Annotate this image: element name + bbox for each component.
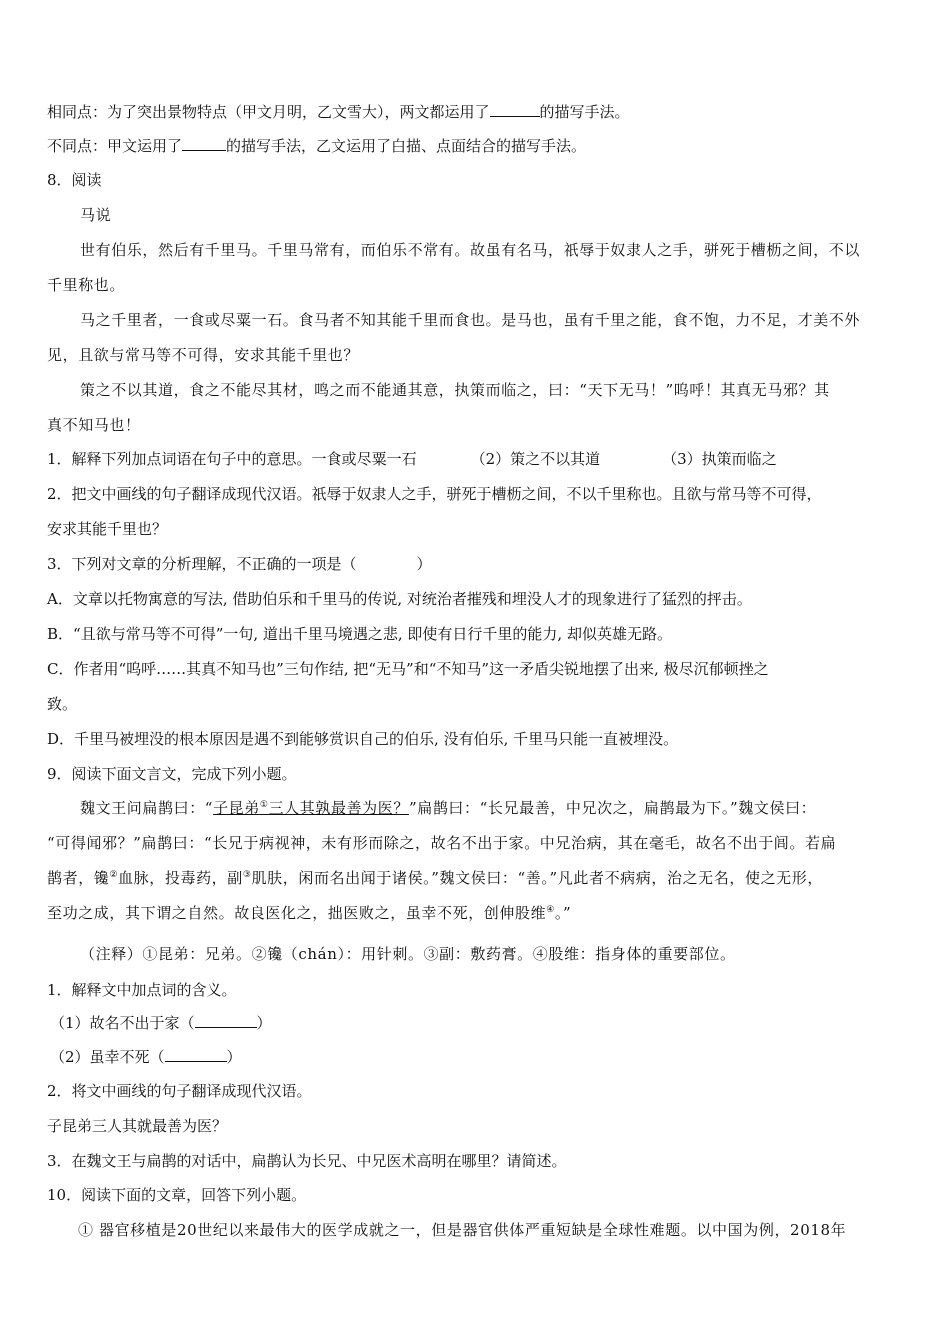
fill-blank[interactable] (182, 136, 226, 151)
q8-passage-title: 马说 (80, 206, 112, 224)
q8-option-d[interactable]: D．千里马被埋没的根本原因是遇不到能够赏识自己的伯乐, 没有伯乐, 千里马只能一直被埋没。 (47, 730, 679, 748)
q7-diff-point: 不同点：甲文运用了 的描写手法，乙文运用了白描、点面结合的描写手法。 (47, 137, 587, 155)
q9-passage-line4: 至功之成，其下谓之自然。故良医化之，拙医败之，虽幸不死，创伸股维④。” (47, 904, 572, 922)
q8-passage-p1-line2: 千里称也。 (47, 276, 126, 294)
q9-subquestion-3: 3．在魏文王与扁鹊的对话中，扁鹊认为长兄、中兄医术高明在哪里？请简述。 (47, 1152, 567, 1170)
q9-subquestion-2-sentence: 子昆弟三人其就最善为医？ (47, 1117, 228, 1135)
fill-blank[interactable] (165, 1047, 227, 1062)
q9-passage-line2: “可得闻邪？”扁鹊曰：“长兄于病视神，未有形而除之，故名不出于家。中兄治病，其在毫毛，故名不出于闾。若扁 (47, 834, 837, 852)
q9-subquestion-2: 2．将文中画线的句子翻译成现代汉语。 (47, 1082, 312, 1100)
q8-subquestion-1: 1．解释下列加点词语在句子中的意思。一食或尽粟一石 （2）策之不以其道 （3）执策而临之 (47, 450, 777, 468)
q9-passage-line3: 鹊者，镵②血脉，投毒药，副③肌肤，闲而名出闻于诸侯。”魏文侯曰：“善。”凡此者不病病，治之无名，使之无形， (47, 869, 823, 887)
q8-option-c-line2[interactable]: 致。 (47, 695, 78, 713)
q8-option-a[interactable]: A．文章以托物寓意的写法, 借助伯乐和千里马的传说, 对统治者摧残和埋没人才的现象进行了猛烈的抨击。 (47, 590, 752, 608)
underlined-sentence: 子昆弟①三人其孰最善为医？ (213, 799, 409, 817)
q9-subquestion-1-item1: （1）故名不出于家（ ） (50, 1014, 272, 1032)
q10-heading: 10．阅读下面的文章，回答下列小题。 (47, 1186, 307, 1204)
q8-heading: 8．阅读 (47, 171, 102, 189)
fill-blank[interactable] (195, 1013, 257, 1028)
q9-passage-line1: 魏文王问扁鹊曰：“子昆弟①三人其孰最善为医？”扁鹊曰：“长兄最善，中兄次之，扁鹊最为下。”魏文侯曰： (80, 799, 817, 817)
q9-subquestion-1-item2: （2）虽幸不死（ ） (50, 1048, 242, 1066)
q8-passage-p3-line1: 策之不以其道，食之不能尽其材，鸣之而不能通其意，执策而临之，曰：“天下无马！”呜呼！其真无马邪？其 (80, 381, 830, 399)
fill-blank[interactable] (490, 102, 540, 117)
q9-subquestion-1: 1．解释文中加点词的含义。 (47, 981, 237, 999)
dotted-word-or: 或 (341, 450, 357, 468)
q8-passage-p3-line2: 真不知马也！ (47, 416, 141, 434)
q9-heading: 9．阅读下面文言文，完成下列小题。 (47, 765, 297, 783)
q8-passage-p2-line1: 马之千里者，一食或尽粟一石。食马者不知其能千里而食也。是马也，虽有千里之能，食不饱，力不足，才美不外 (80, 311, 861, 329)
q8-option-b[interactable]: B．“且欲与常马等不可得”一句, 道出千里马境遇之悲, 即使有日行千里的能力, 却似英雄无路。 (47, 625, 672, 643)
q8-passage-p1-line1: 世有伯乐，然后有千里马。千里马常有，而伯乐不常有。故虽有名马，祇辱于奴隶人之手，骈死于槽枥之间，不以 (80, 241, 861, 259)
q8-option-c-line1[interactable]: C．作者用“呜呼……其真不知马也”三句作结, 把“无马”和“不知马”这一矛盾尖锐地摆了出来, 极尽沉郁顿挫之 (47, 660, 769, 678)
q10-passage-p1: ① 器官移植是20世纪以来最伟大的医学成就之一，但是器官供体严重短缺是全球性难题。以中国为例，2018年 (78, 1221, 847, 1239)
q7-same-point: 相同点：为了突出景物特点（甲文月明，乙文雪大），两文都运用了 的描写手法。 (47, 103, 630, 121)
dotted-word-lin: 临 (746, 450, 762, 468)
q8-passage-p2-line2: 见，且欲与常马等不可得，安求其能千里也？ (47, 346, 360, 364)
q8-subquestion-2-line2: 安求其能千里也？ (47, 520, 168, 538)
q8-subquestion-2-line1: 2．把文中画线的句子翻译成现代汉语。祇辱于奴隶人之手，骈死于槽枥之间，不以千里称也。且欲与常马等不可得， (47, 485, 822, 503)
q9-annotation: （注释）①昆弟：兄弟。②镵（chán）：用针刺。③副：敷药膏。④股维：指身体的重要部位。 (80, 945, 736, 963)
q8-subquestion-3: 3．下列对文章的分析理解，不正确的一项是（ ） (47, 555, 432, 573)
